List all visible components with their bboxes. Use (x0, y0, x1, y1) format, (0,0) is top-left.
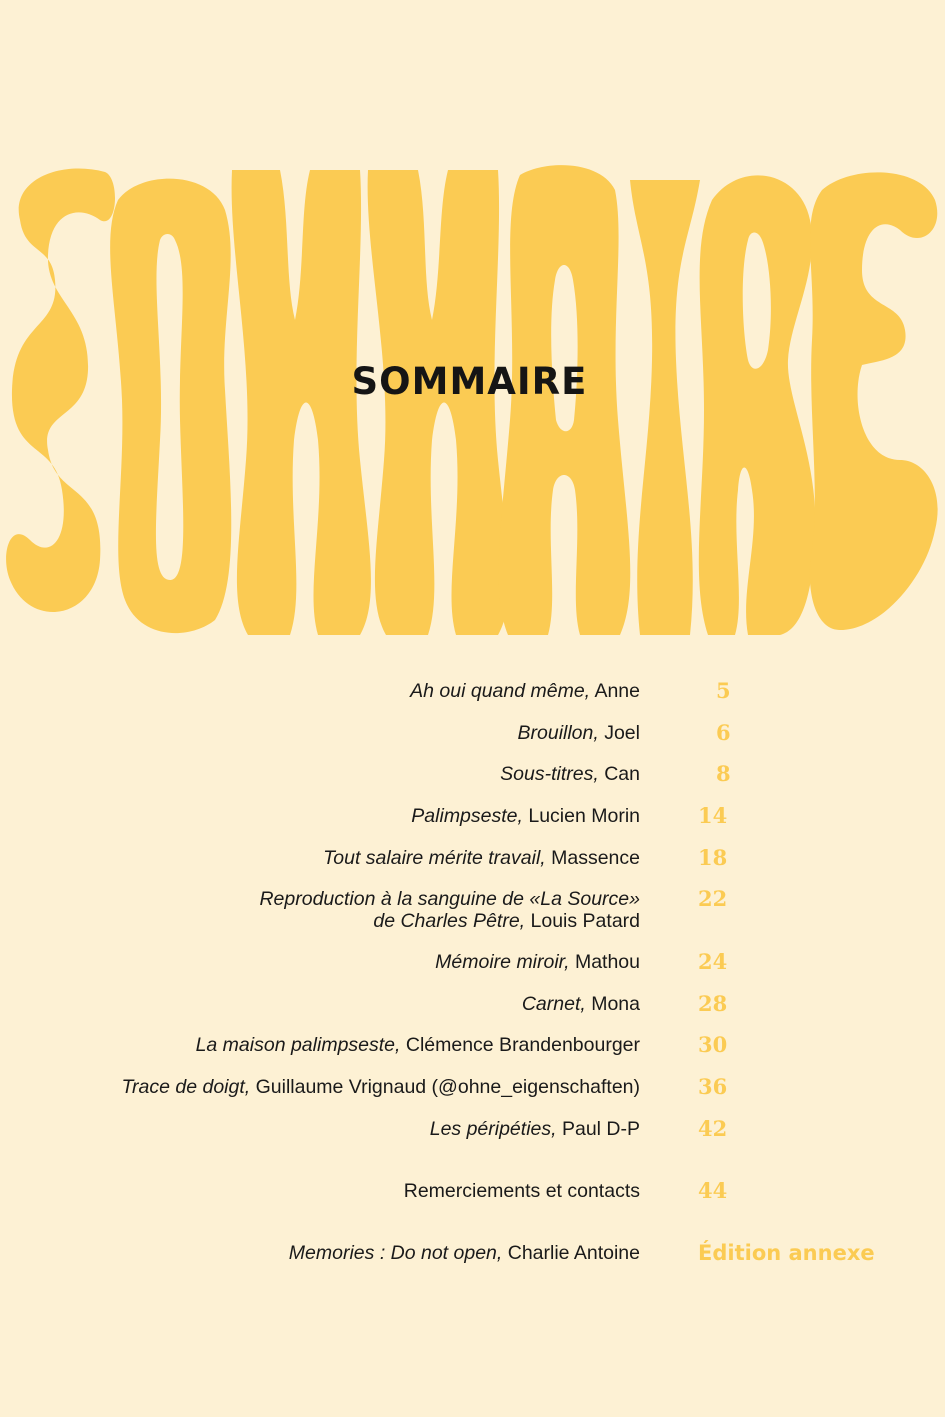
page-number: 6 (716, 720, 731, 745)
author-name: Remerciements et contacts (403, 1180, 640, 1202)
page-number: 22 (698, 886, 728, 911)
toc-entry-label (20, 951, 640, 973)
work-title: Tout salaire mérite travail, (323, 847, 546, 869)
toc-entry-label (20, 1076, 640, 1098)
author-name: Paul D-P (556, 1118, 640, 1140)
edition-label: Édition annexe (698, 1241, 875, 1265)
author-name: Clémence Brandenbourger (400, 1034, 640, 1056)
work-title: Palimpseste, (411, 805, 523, 827)
page-number: 44 (698, 1178, 728, 1203)
page-number: 42 (698, 1116, 728, 1141)
toc-entry-label (20, 888, 640, 932)
author-name: Massence (545, 847, 640, 869)
toc-entry-label (20, 1180, 640, 1202)
toc-entry-label (20, 1242, 640, 1264)
page-number: 36 (698, 1074, 728, 1099)
work-title: Trace de doigt, (121, 1076, 251, 1098)
page-number: 28 (698, 991, 728, 1016)
work-title: Carnet, (521, 993, 586, 1015)
toc-entry-label (20, 847, 640, 869)
work-title: Mémoire miroir, (435, 951, 570, 973)
page-number: 24 (698, 949, 728, 974)
work-title: Sous-titres, (500, 763, 599, 785)
author-name: Louis Patard (525, 910, 640, 932)
author-name: Mona (585, 993, 640, 1015)
page-number: 18 (698, 845, 728, 870)
page-title: SOMMAIRE (351, 360, 588, 403)
work-title: La maison palimpseste, (195, 1034, 401, 1056)
work-title: Les péripéties, (429, 1118, 557, 1140)
author-name: Charlie Antoine (502, 1242, 640, 1264)
author-name: Mathou (569, 951, 640, 973)
author-name: Guillaume Vrignaud (@ohne_eigenschaften) (250, 1076, 640, 1098)
toc-entry-label (20, 1034, 640, 1056)
work-title: Memories : Do not open, (288, 1242, 503, 1264)
page-number: 8 (716, 761, 731, 786)
toc-entry-label (20, 1118, 640, 1140)
work-title: Reproduction à la sanguine de «La Source» (259, 888, 640, 910)
toc-entry-label (20, 993, 640, 1015)
work-title: Brouillon, (517, 722, 599, 744)
work-title-line-2: de Charles Pêtre, (373, 910, 526, 932)
author-name: Can (598, 763, 640, 785)
page-number: 14 (698, 803, 728, 828)
toc-entry-label (20, 722, 640, 744)
author-name: Joel (598, 722, 640, 744)
toc-entry-label (20, 763, 640, 785)
author-name: Lucien Morin (522, 805, 640, 827)
page-number: 5 (716, 678, 731, 703)
page-number: 30 (698, 1032, 728, 1057)
toc-entry-label (20, 805, 640, 827)
toc-entry-label (20, 680, 640, 702)
author-name: Anne (590, 680, 640, 702)
work-title: Ah oui quand même, (410, 680, 591, 702)
